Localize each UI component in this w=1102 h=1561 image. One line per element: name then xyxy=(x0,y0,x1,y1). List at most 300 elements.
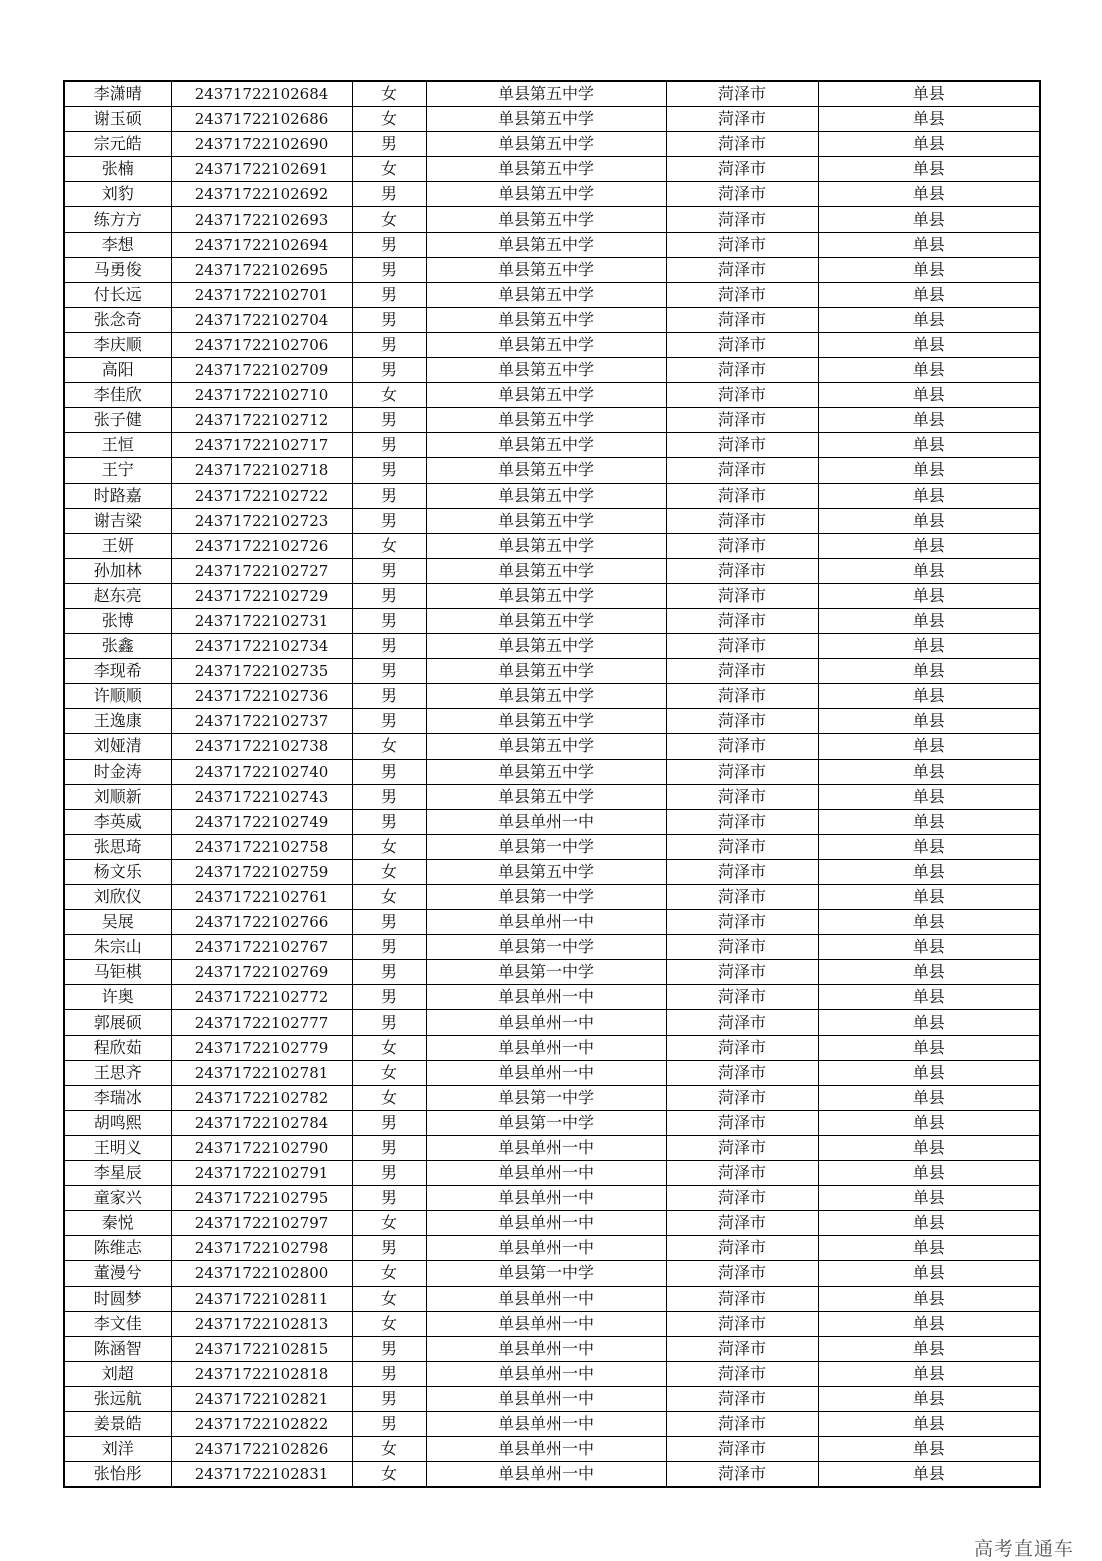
city-cell: 菏泽市 xyxy=(666,458,818,483)
school-cell: 单县单州一中 xyxy=(426,1236,666,1261)
county-cell: 单县 xyxy=(818,408,1040,433)
school-cell: 单县第五中学 xyxy=(426,634,666,659)
id-cell: 24371722102797 xyxy=(171,1211,352,1236)
school-cell: 单县第一中学 xyxy=(426,885,666,910)
city-cell: 菏泽市 xyxy=(666,1010,818,1035)
city-cell: 菏泽市 xyxy=(666,358,818,383)
table-row xyxy=(64,659,1040,684)
city-cell: 菏泽市 xyxy=(666,533,818,558)
county-cell: 单县 xyxy=(818,1411,1040,1436)
gender-cell: 女 xyxy=(352,885,426,910)
table-row xyxy=(64,182,1040,207)
county-cell: 单县 xyxy=(818,1386,1040,1411)
gender-cell: 男 xyxy=(352,182,426,207)
id-cell: 24371722102813 xyxy=(171,1311,352,1336)
school-cell: 单县单州一中 xyxy=(426,910,666,935)
city-cell: 菏泽市 xyxy=(666,759,818,784)
county-cell: 单县 xyxy=(818,935,1040,960)
city-cell: 菏泽市 xyxy=(666,608,818,633)
county-cell: 单县 xyxy=(818,508,1040,533)
name-cell: 张怡彤 xyxy=(64,1462,171,1488)
table-row xyxy=(64,1386,1040,1411)
id-cell: 24371722102704 xyxy=(171,307,352,332)
gender-cell: 男 xyxy=(352,1361,426,1386)
city-cell: 菏泽市 xyxy=(666,508,818,533)
county-cell: 单县 xyxy=(818,307,1040,332)
gender-cell: 男 xyxy=(352,935,426,960)
county-cell: 单县 xyxy=(818,1110,1040,1135)
school-cell: 单县单州一中 xyxy=(426,1462,666,1488)
id-cell: 24371722102800 xyxy=(171,1261,352,1286)
county-cell: 单县 xyxy=(818,1286,1040,1311)
county-cell: 单县 xyxy=(818,483,1040,508)
id-cell: 24371722102815 xyxy=(171,1336,352,1361)
county-cell: 单县 xyxy=(818,1336,1040,1361)
table-row xyxy=(64,784,1040,809)
county-cell: 单县 xyxy=(818,1186,1040,1211)
school-cell: 单县第五中学 xyxy=(426,558,666,583)
school-cell: 单县第五中学 xyxy=(426,282,666,307)
id-cell: 24371722102791 xyxy=(171,1161,352,1186)
id-cell: 24371722102826 xyxy=(171,1437,352,1462)
name-cell: 王逸康 xyxy=(64,709,171,734)
table-row xyxy=(64,132,1040,157)
gender-cell: 男 xyxy=(352,985,426,1010)
school-cell: 单县第五中学 xyxy=(426,483,666,508)
table-row xyxy=(64,433,1040,458)
county-cell: 单县 xyxy=(818,1261,1040,1286)
name-cell: 马勇俊 xyxy=(64,257,171,282)
city-cell: 菏泽市 xyxy=(666,809,818,834)
city-cell: 菏泽市 xyxy=(666,558,818,583)
table-row xyxy=(64,232,1040,257)
county-cell: 单县 xyxy=(818,533,1040,558)
county-cell: 单县 xyxy=(818,1437,1040,1462)
city-cell: 菏泽市 xyxy=(666,1060,818,1085)
id-cell: 24371722102701 xyxy=(171,282,352,307)
city-cell: 菏泽市 xyxy=(666,1085,818,1110)
school-cell: 单县第五中学 xyxy=(426,81,666,107)
id-cell: 24371722102693 xyxy=(171,207,352,232)
id-cell: 24371722102743 xyxy=(171,784,352,809)
id-cell: 24371722102777 xyxy=(171,1010,352,1035)
county-cell: 单县 xyxy=(818,1010,1040,1035)
name-cell: 陈维志 xyxy=(64,1236,171,1261)
city-cell: 菏泽市 xyxy=(666,684,818,709)
name-cell: 吴展 xyxy=(64,910,171,935)
county-cell: 单县 xyxy=(818,1211,1040,1236)
city-cell: 菏泽市 xyxy=(666,1361,818,1386)
school-cell: 单县第五中学 xyxy=(426,508,666,533)
county-cell: 单县 xyxy=(818,759,1040,784)
county-cell: 单县 xyxy=(818,132,1040,157)
gender-cell: 女 xyxy=(352,1462,426,1488)
name-cell: 李文佳 xyxy=(64,1311,171,1336)
name-cell: 李星辰 xyxy=(64,1161,171,1186)
county-cell: 单县 xyxy=(818,910,1040,935)
table-row xyxy=(64,483,1040,508)
school-cell: 单县单州一中 xyxy=(426,1286,666,1311)
county-cell: 单县 xyxy=(818,558,1040,583)
school-cell: 单县第一中学 xyxy=(426,834,666,859)
gender-cell: 男 xyxy=(352,483,426,508)
school-cell: 单县第五中学 xyxy=(426,709,666,734)
gender-cell: 男 xyxy=(352,784,426,809)
id-cell: 24371722102690 xyxy=(171,132,352,157)
city-cell: 菏泽市 xyxy=(666,307,818,332)
name-cell: 刘超 xyxy=(64,1361,171,1386)
gender-cell: 男 xyxy=(352,960,426,985)
school-cell: 单县第五中学 xyxy=(426,533,666,558)
id-cell: 24371722102729 xyxy=(171,583,352,608)
city-cell: 菏泽市 xyxy=(666,834,818,859)
county-cell: 单县 xyxy=(818,960,1040,985)
name-cell: 程欣茹 xyxy=(64,1035,171,1060)
name-cell: 李瑞冰 xyxy=(64,1085,171,1110)
county-cell: 单县 xyxy=(818,985,1040,1010)
gender-cell: 男 xyxy=(352,408,426,433)
school-cell: 单县单州一中 xyxy=(426,1437,666,1462)
id-cell: 24371722102740 xyxy=(171,759,352,784)
school-cell: 单县单州一中 xyxy=(426,1336,666,1361)
gender-cell: 女 xyxy=(352,859,426,884)
city-cell: 菏泽市 xyxy=(666,935,818,960)
table-row xyxy=(64,759,1040,784)
table-row xyxy=(64,834,1040,859)
city-cell: 菏泽市 xyxy=(666,885,818,910)
county-cell: 单县 xyxy=(818,458,1040,483)
school-cell: 单县单州一中 xyxy=(426,1010,666,1035)
gender-cell: 男 xyxy=(352,558,426,583)
county-cell: 单县 xyxy=(818,182,1040,207)
name-cell: 宗元皓 xyxy=(64,132,171,157)
school-cell: 单县第五中学 xyxy=(426,307,666,332)
name-cell: 时圆梦 xyxy=(64,1286,171,1311)
table-row xyxy=(64,1211,1040,1236)
table-row xyxy=(64,709,1040,734)
city-cell: 菏泽市 xyxy=(666,107,818,132)
table-row xyxy=(64,608,1040,633)
gender-cell: 女 xyxy=(352,834,426,859)
id-cell: 24371722102772 xyxy=(171,985,352,1010)
table-row xyxy=(64,1261,1040,1286)
county-cell: 单县 xyxy=(818,207,1040,232)
county-cell: 单县 xyxy=(818,1085,1040,1110)
id-cell: 24371722102767 xyxy=(171,935,352,960)
id-cell: 24371722102686 xyxy=(171,107,352,132)
id-cell: 24371722102706 xyxy=(171,332,352,357)
table-row xyxy=(64,1336,1040,1361)
id-cell: 24371722102710 xyxy=(171,383,352,408)
city-cell: 菏泽市 xyxy=(666,634,818,659)
name-cell: 谢吉梁 xyxy=(64,508,171,533)
name-cell: 朱宗山 xyxy=(64,935,171,960)
gender-cell: 女 xyxy=(352,734,426,759)
city-cell: 菏泽市 xyxy=(666,960,818,985)
school-cell: 单县第五中学 xyxy=(426,358,666,383)
table-row xyxy=(64,684,1040,709)
id-cell: 24371722102731 xyxy=(171,608,352,633)
name-cell: 付长远 xyxy=(64,282,171,307)
gender-cell: 女 xyxy=(352,207,426,232)
school-cell: 单县第一中学 xyxy=(426,1085,666,1110)
table-row xyxy=(64,1060,1040,1085)
county-cell: 单县 xyxy=(818,885,1040,910)
school-cell: 单县第五中学 xyxy=(426,659,666,684)
watermark-text: 高考直通车 xyxy=(973,1538,1074,1560)
city-cell: 菏泽市 xyxy=(666,1211,818,1236)
table-row xyxy=(64,985,1040,1010)
name-cell: 许顺顺 xyxy=(64,684,171,709)
city-cell: 菏泽市 xyxy=(666,1236,818,1261)
school-cell: 单县单州一中 xyxy=(426,1311,666,1336)
gender-cell: 女 xyxy=(352,383,426,408)
name-cell: 李庆顺 xyxy=(64,332,171,357)
gender-cell: 男 xyxy=(352,809,426,834)
gender-cell: 女 xyxy=(352,1311,426,1336)
id-cell: 24371722102821 xyxy=(171,1386,352,1411)
id-cell: 24371722102759 xyxy=(171,859,352,884)
gender-cell: 男 xyxy=(352,1186,426,1211)
name-cell: 陈涵智 xyxy=(64,1336,171,1361)
county-cell: 单县 xyxy=(818,383,1040,408)
county-cell: 单县 xyxy=(818,859,1040,884)
county-cell: 单县 xyxy=(818,709,1040,734)
county-cell: 单县 xyxy=(818,634,1040,659)
school-cell: 单县第五中学 xyxy=(426,182,666,207)
gender-cell: 男 xyxy=(352,508,426,533)
gender-cell: 女 xyxy=(352,1261,426,1286)
school-cell: 单县单州一中 xyxy=(426,985,666,1010)
gender-cell: 女 xyxy=(352,1211,426,1236)
county-cell: 单县 xyxy=(818,734,1040,759)
table-row xyxy=(64,960,1040,985)
table-row xyxy=(64,332,1040,357)
county-cell: 单县 xyxy=(818,809,1040,834)
gender-cell: 男 xyxy=(352,1110,426,1135)
name-cell: 马钜棋 xyxy=(64,960,171,985)
name-cell: 董漫兮 xyxy=(64,1261,171,1286)
id-cell: 24371722102795 xyxy=(171,1186,352,1211)
city-cell: 菏泽市 xyxy=(666,1411,818,1436)
city-cell: 菏泽市 xyxy=(666,232,818,257)
school-cell: 单县单州一中 xyxy=(426,1186,666,1211)
school-cell: 单县第一中学 xyxy=(426,1110,666,1135)
gender-cell: 男 xyxy=(352,1010,426,1035)
name-cell: 王恒 xyxy=(64,433,171,458)
city-cell: 菏泽市 xyxy=(666,433,818,458)
city-cell: 菏泽市 xyxy=(666,734,818,759)
gender-cell: 男 xyxy=(352,684,426,709)
gender-cell: 男 xyxy=(352,1236,426,1261)
school-cell: 单县第一中学 xyxy=(426,1261,666,1286)
id-cell: 24371722102737 xyxy=(171,709,352,734)
id-cell: 24371722102692 xyxy=(171,182,352,207)
id-cell: 24371722102749 xyxy=(171,809,352,834)
school-cell: 单县单州一中 xyxy=(426,1361,666,1386)
school-cell: 单县第五中学 xyxy=(426,583,666,608)
table-row xyxy=(64,1035,1040,1060)
city-cell: 菏泽市 xyxy=(666,859,818,884)
id-cell: 24371722102722 xyxy=(171,483,352,508)
table-row xyxy=(64,358,1040,383)
name-cell: 姜景皓 xyxy=(64,1411,171,1436)
county-cell: 单县 xyxy=(818,1161,1040,1186)
id-cell: 24371722102691 xyxy=(171,157,352,182)
county-cell: 单县 xyxy=(818,232,1040,257)
city-cell: 菏泽市 xyxy=(666,659,818,684)
id-cell: 24371722102831 xyxy=(171,1462,352,1488)
name-cell: 谢玉硕 xyxy=(64,107,171,132)
table-row xyxy=(64,1010,1040,1035)
table-row xyxy=(64,107,1040,132)
id-cell: 24371722102712 xyxy=(171,408,352,433)
city-cell: 菏泽市 xyxy=(666,784,818,809)
id-cell: 24371722102784 xyxy=(171,1110,352,1135)
name-cell: 时路嘉 xyxy=(64,483,171,508)
school-cell: 单县第五中学 xyxy=(426,232,666,257)
table-row xyxy=(64,157,1040,182)
city-cell: 菏泽市 xyxy=(666,1186,818,1211)
gender-cell: 女 xyxy=(352,1437,426,1462)
id-cell: 24371722102718 xyxy=(171,458,352,483)
school-cell: 单县第一中学 xyxy=(426,960,666,985)
school-cell: 单县单州一中 xyxy=(426,1135,666,1160)
city-cell: 菏泽市 xyxy=(666,383,818,408)
school-cell: 单县第五中学 xyxy=(426,759,666,784)
name-cell: 张鑫 xyxy=(64,634,171,659)
school-cell: 单县第一中学 xyxy=(426,935,666,960)
school-cell: 单县第五中学 xyxy=(426,132,666,157)
gender-cell: 女 xyxy=(352,1286,426,1311)
county-cell: 单县 xyxy=(818,659,1040,684)
city-cell: 菏泽市 xyxy=(666,910,818,935)
county-cell: 单县 xyxy=(818,107,1040,132)
name-cell: 练方方 xyxy=(64,207,171,232)
id-cell: 24371722102695 xyxy=(171,257,352,282)
gender-cell: 男 xyxy=(352,1161,426,1186)
gender-cell: 男 xyxy=(352,282,426,307)
gender-cell: 男 xyxy=(352,307,426,332)
gender-cell: 男 xyxy=(352,1336,426,1361)
county-cell: 单县 xyxy=(818,1135,1040,1160)
id-cell: 24371722102779 xyxy=(171,1035,352,1060)
school-cell: 单县第五中学 xyxy=(426,608,666,633)
school-cell: 单县第五中学 xyxy=(426,257,666,282)
city-cell: 菏泽市 xyxy=(666,1286,818,1311)
school-cell: 单县单州一中 xyxy=(426,1060,666,1085)
table-row xyxy=(64,734,1040,759)
school-cell: 单县第五中学 xyxy=(426,433,666,458)
table-row xyxy=(64,1236,1040,1261)
gender-cell: 男 xyxy=(352,257,426,282)
name-cell: 李英威 xyxy=(64,809,171,834)
city-cell: 菏泽市 xyxy=(666,332,818,357)
gender-cell: 女 xyxy=(352,107,426,132)
city-cell: 菏泽市 xyxy=(666,709,818,734)
gender-cell: 男 xyxy=(352,1386,426,1411)
gender-cell: 女 xyxy=(352,1035,426,1060)
school-cell: 单县第五中学 xyxy=(426,107,666,132)
name-cell: 孙加林 xyxy=(64,558,171,583)
county-cell: 单县 xyxy=(818,1462,1040,1488)
gender-cell: 男 xyxy=(352,709,426,734)
city-cell: 菏泽市 xyxy=(666,985,818,1010)
name-cell: 张思琦 xyxy=(64,834,171,859)
county-cell: 单县 xyxy=(818,433,1040,458)
gender-cell: 男 xyxy=(352,1411,426,1436)
school-cell: 单县第五中学 xyxy=(426,332,666,357)
name-cell: 胡鸣熙 xyxy=(64,1110,171,1135)
gender-cell: 女 xyxy=(352,533,426,558)
city-cell: 菏泽市 xyxy=(666,408,818,433)
id-cell: 24371722102726 xyxy=(171,533,352,558)
city-cell: 菏泽市 xyxy=(666,1336,818,1361)
city-cell: 菏泽市 xyxy=(666,132,818,157)
city-cell: 菏泽市 xyxy=(666,257,818,282)
name-cell: 王宁 xyxy=(64,458,171,483)
table-row xyxy=(64,207,1040,232)
school-cell: 单县单州一中 xyxy=(426,1211,666,1236)
name-cell: 刘顺新 xyxy=(64,784,171,809)
city-cell: 菏泽市 xyxy=(666,1035,818,1060)
table-row xyxy=(64,533,1040,558)
gender-cell: 男 xyxy=(352,634,426,659)
name-cell: 王思齐 xyxy=(64,1060,171,1085)
school-cell: 单县第五中学 xyxy=(426,157,666,182)
table-row xyxy=(64,383,1040,408)
gender-cell: 女 xyxy=(352,81,426,107)
county-cell: 单县 xyxy=(818,257,1040,282)
city-cell: 菏泽市 xyxy=(666,1311,818,1336)
gender-cell: 女 xyxy=(352,1060,426,1085)
roster-table xyxy=(63,80,1041,1488)
id-cell: 24371722102822 xyxy=(171,1411,352,1436)
name-cell: 王妍 xyxy=(64,533,171,558)
name-cell: 童家兴 xyxy=(64,1186,171,1211)
school-cell: 单县第五中学 xyxy=(426,458,666,483)
id-cell: 24371722102738 xyxy=(171,734,352,759)
gender-cell: 男 xyxy=(352,608,426,633)
county-cell: 单县 xyxy=(818,684,1040,709)
gender-cell: 男 xyxy=(352,910,426,935)
table-row xyxy=(64,1186,1040,1211)
school-cell: 单县第五中学 xyxy=(426,859,666,884)
city-cell: 菏泽市 xyxy=(666,207,818,232)
gender-cell: 男 xyxy=(352,659,426,684)
county-cell: 单县 xyxy=(818,608,1040,633)
table-row xyxy=(64,1135,1040,1160)
gender-cell: 男 xyxy=(352,332,426,357)
county-cell: 单县 xyxy=(818,157,1040,182)
name-cell: 许奥 xyxy=(64,985,171,1010)
table-row xyxy=(64,1361,1040,1386)
table-row xyxy=(64,1311,1040,1336)
name-cell: 张博 xyxy=(64,608,171,633)
name-cell: 秦悦 xyxy=(64,1211,171,1236)
table-row xyxy=(64,558,1040,583)
name-cell: 李现希 xyxy=(64,659,171,684)
school-cell: 单县第五中学 xyxy=(426,684,666,709)
id-cell: 24371722102694 xyxy=(171,232,352,257)
name-cell: 张远航 xyxy=(64,1386,171,1411)
roster-body xyxy=(64,81,1040,1487)
id-cell: 24371722102684 xyxy=(171,81,352,107)
gender-cell: 男 xyxy=(352,458,426,483)
county-cell: 单县 xyxy=(818,1035,1040,1060)
table-row xyxy=(64,1437,1040,1462)
county-cell: 单县 xyxy=(818,784,1040,809)
